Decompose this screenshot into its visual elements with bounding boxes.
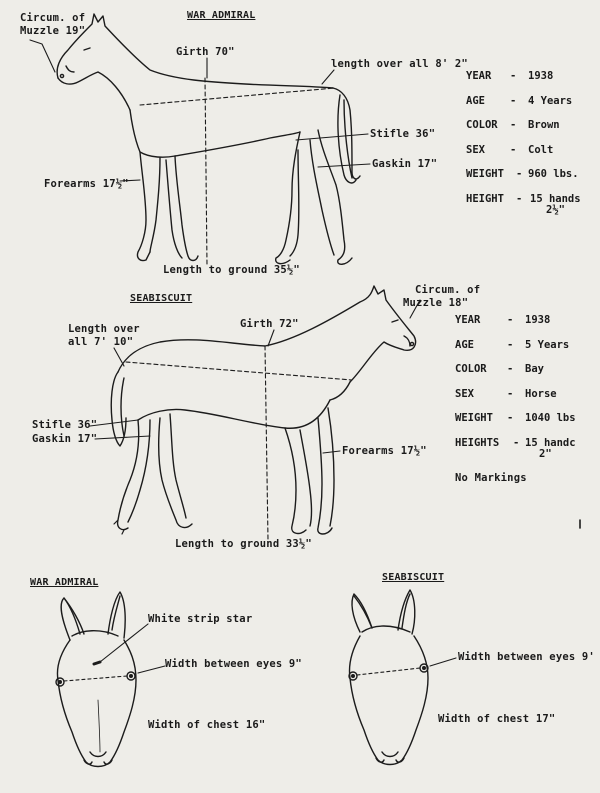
seabiscuit-stats <box>455 314 595 461</box>
stat-row-sex: SEX - Colt <box>466 143 554 156</box>
stat-value: 15 hands <box>530 192 581 205</box>
stat-row-color: COLOR - Bay <box>455 363 544 375</box>
war-admiral-pointers <box>30 40 370 181</box>
stat-label: WEIGHT <box>466 168 504 180</box>
stat-value: 1040 lbs <box>525 412 576 424</box>
war-admiral-chest-label: Width of chest 16" <box>148 719 266 731</box>
seabiscuit-muzzle-label-1: Circum. of <box>415 284 481 296</box>
war-admiral-white-strip-label: White strip star <box>148 613 253 625</box>
stat-row-height: HEIGHT - 15 hands 2½" <box>466 192 581 216</box>
seabiscuit-girth-label: Girth 72" <box>240 318 299 330</box>
stat-label: WEIGHT <box>455 412 493 424</box>
stat-row-color: COLOR - Brown <box>466 119 560 131</box>
stat-value: Colt <box>528 143 554 156</box>
war-admiral-muzzle-label-1: Circum. of <box>20 12 86 24</box>
stat-value-line2: 2½" <box>546 203 565 216</box>
war-admiral-eyes-label: Width between eyes 9" <box>165 658 302 670</box>
war-admiral-head-title: WAR ADMIRAL <box>30 577 99 588</box>
stat-row-heights: HEIGHTS - 15 handc 2" <box>455 436 576 460</box>
stat-value: Brown <box>528 119 560 131</box>
stat-row-weight: WEIGHT - 960 lbs. <box>466 168 579 180</box>
war-admiral-stats <box>466 70 596 217</box>
war-admiral-title: WAR ADMIRAL <box>187 10 256 21</box>
seabiscuit-length-ground-label: Length to ground 33½" <box>175 538 312 550</box>
war-admiral-length-ground-label: Length to ground 35½" <box>163 264 300 276</box>
seabiscuit-title: SEABISCUIT <box>130 293 193 304</box>
seabiscuit-gaskin-label: Gaskin 17" <box>32 433 98 445</box>
stat-row-year: YEAR - 1938 <box>466 70 554 82</box>
stat-label: YEAR <box>466 70 492 82</box>
stat-value: Horse <box>525 387 557 400</box>
war-admiral-head-drawing <box>58 592 137 767</box>
stat-label: SEX <box>466 143 485 156</box>
stat-row-sex: SEX - Horse <box>455 387 557 400</box>
war-admiral-forearms-label: Forearms 17½" <box>44 178 129 190</box>
stat-value: Bay <box>525 363 544 375</box>
seabiscuit-head-title: SEABISCUIT <box>382 572 445 583</box>
seabiscuit-forearms-label: Forearms 17½" <box>342 445 427 457</box>
stat-row-year: YEAR - 1938 <box>455 314 551 326</box>
war-admiral-measure-lines <box>140 78 335 265</box>
seabiscuit-muzzle-label-2: Muzzle 18" <box>403 297 469 309</box>
stat-label: AGE <box>466 94 485 107</box>
seabiscuit-measure-lines <box>126 346 352 540</box>
seabiscuit-markings-note: No Markings <box>455 472 527 484</box>
seabiscuit-chest-label: Width of chest 17" <box>438 713 556 725</box>
stat-label: SEX <box>455 387 474 400</box>
stat-row-age: AGE - 4 Years <box>466 94 573 107</box>
stat-value-line2: 2" <box>539 447 552 460</box>
war-admiral-girth-label: Girth 70" <box>176 46 235 58</box>
stat-label: COLOR <box>466 119 498 131</box>
war-admiral-length-overall-label: length over all 8' 2" <box>331 58 468 70</box>
stat-value: 1938 <box>528 70 554 82</box>
stat-value: 4 Years <box>528 94 573 107</box>
stat-value: 1938 <box>525 314 551 326</box>
stat-label: COLOR <box>455 363 487 375</box>
stat-value: 960 lbs. <box>528 168 579 180</box>
stat-value: 5 Years <box>525 338 570 351</box>
stat-label: YEAR <box>455 314 481 326</box>
stat-label: HEIGHT <box>466 192 504 205</box>
war-admiral-muzzle-label-2: Muzzle 19" <box>20 25 86 37</box>
seabiscuit-length-overall-label-2: all 7' 10" <box>68 336 134 348</box>
stat-row-weight: WEIGHT - 1040 lbs <box>455 412 576 424</box>
war-admiral-stifle-label: Stifle 36" <box>370 128 436 140</box>
stat-label: AGE <box>455 338 474 351</box>
seabiscuit-length-overall-label-1: Length over <box>68 323 140 335</box>
seabiscuit-head-drawing <box>349 590 428 765</box>
stat-label: HEIGHTS <box>455 436 500 449</box>
stat-value: 15 handc <box>525 436 576 449</box>
seabiscuit-stifle-label: Stifle 36" <box>32 419 98 431</box>
stat-row-age: AGE - 5 Years <box>455 338 570 351</box>
seabiscuit-eyes-label: Width between eyes 9' <box>458 651 595 663</box>
war-admiral-gaskin-label: Gaskin 17" <box>372 158 438 170</box>
